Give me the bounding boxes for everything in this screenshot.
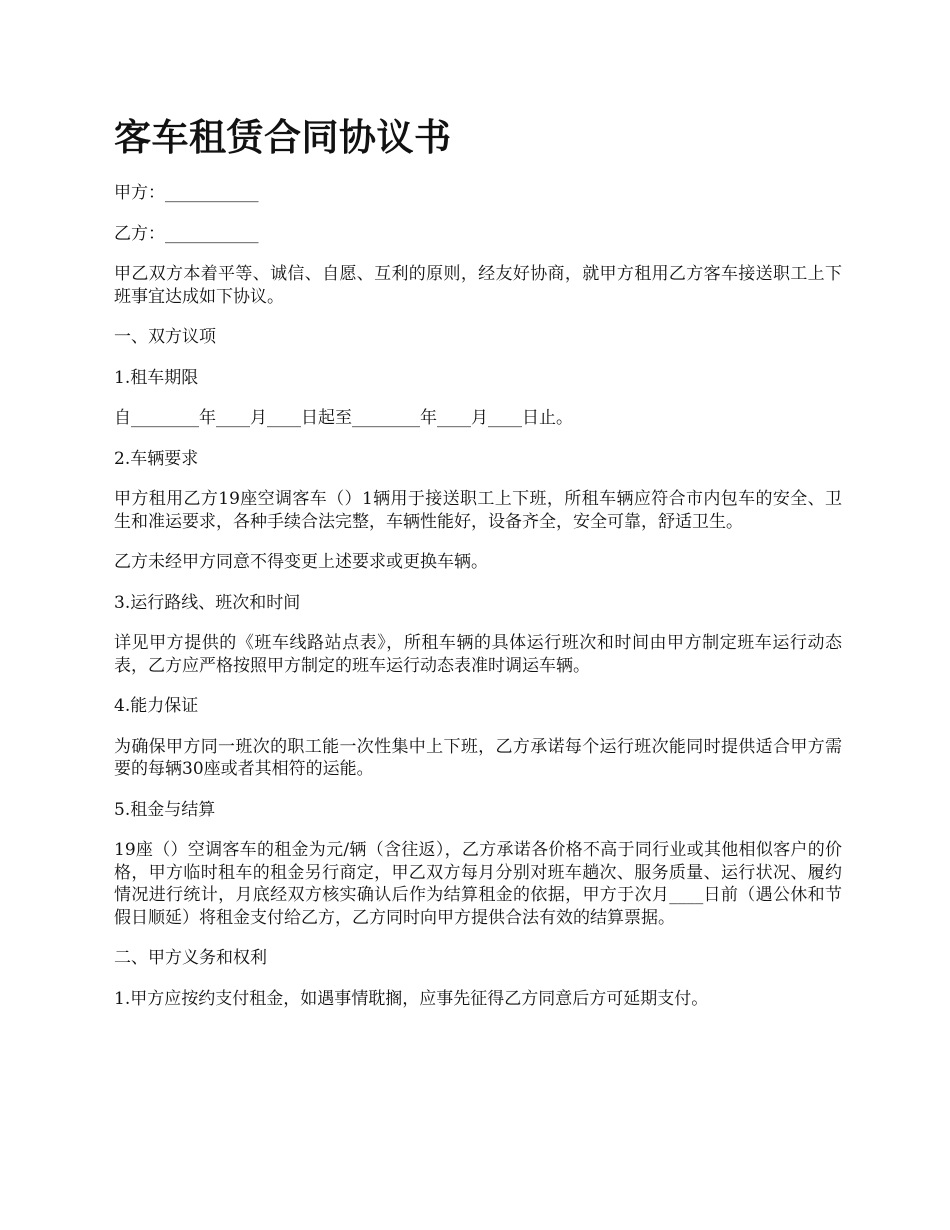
party-a-obligation-paragraph: 1.甲方应按约支付租金，如遇事情耽搁，应事先征得乙方同意后方可延期支付。: [114, 988, 709, 1009]
rent-settlement-paragraph: 19座（）空调客车的租金为元/辆（含往返），乙方承诺各价格不高于同行业或其他相似客户的价格，甲方临时租车的租金另行商定，甲乙双方每月分别对班车趟次、服务质量、运行状况、履约情况进行统计，月底经双方核实确认后作为结算租金的依据，甲方于次月____日前（遇公休和节假日顺延）将租金支付给乙方，乙方同时向甲方提供合法有效的结算票据。: [114, 840, 842, 928]
section-heading: 一、双方议项: [114, 327, 216, 347]
party-a-line: 甲方：___________: [114, 183, 259, 203]
clause-heading: 3.运行路线、班次和时间: [114, 592, 301, 613]
rental-period-paragraph: 自________年____月____日起至________年____月____日止。: [114, 408, 573, 428]
clause-heading: 1.租车期限: [114, 367, 199, 388]
section-heading: 二、甲方义务和权利: [114, 948, 267, 968]
preamble-paragraph: 甲乙双方本着平等、诚信、自愿、互利的原则，经友好协商，就甲方租用乙方客车接送职工上下班事宜达成如下协议。: [114, 264, 842, 307]
document-title: 客车租赁合同协议书: [114, 115, 452, 159]
capacity-paragraph: 为确保甲方同一班次的职工能一次性集中上下班，乙方承诺每个运行班次能同时提供适合甲方需要的每辆30座或者其相符的运能。: [114, 736, 842, 779]
party-b-line: 乙方：___________: [114, 223, 259, 244]
clause-heading: 4.能力保证: [114, 696, 199, 716]
vehicle-change-paragraph: 乙方未经甲方同意不得变更上述要求或更换车辆。: [114, 552, 488, 572]
clause-heading: 5.租金与结算: [114, 799, 216, 820]
document-page: [114, 112, 842, 1028]
clause-heading: 2.车辆要求: [114, 448, 199, 469]
vehicle-requirements-paragraph: 甲方租用乙方19座空调客车（）1辆用于接送职工上下班，所租车辆应符合市内包车的安全、卫生和准运要求，各种手续合法完整，车辆性能好，设备齐全，安全可靠，舒适卫生。: [114, 489, 842, 532]
route-schedule-paragraph: 详见甲方提供的《班车线路站点表》，所租车辆的具体运行班次和时间由甲方制定班车运行动态表，乙方应严格按照甲方制定的班车运行动态表准时调运车辆。: [114, 633, 842, 676]
